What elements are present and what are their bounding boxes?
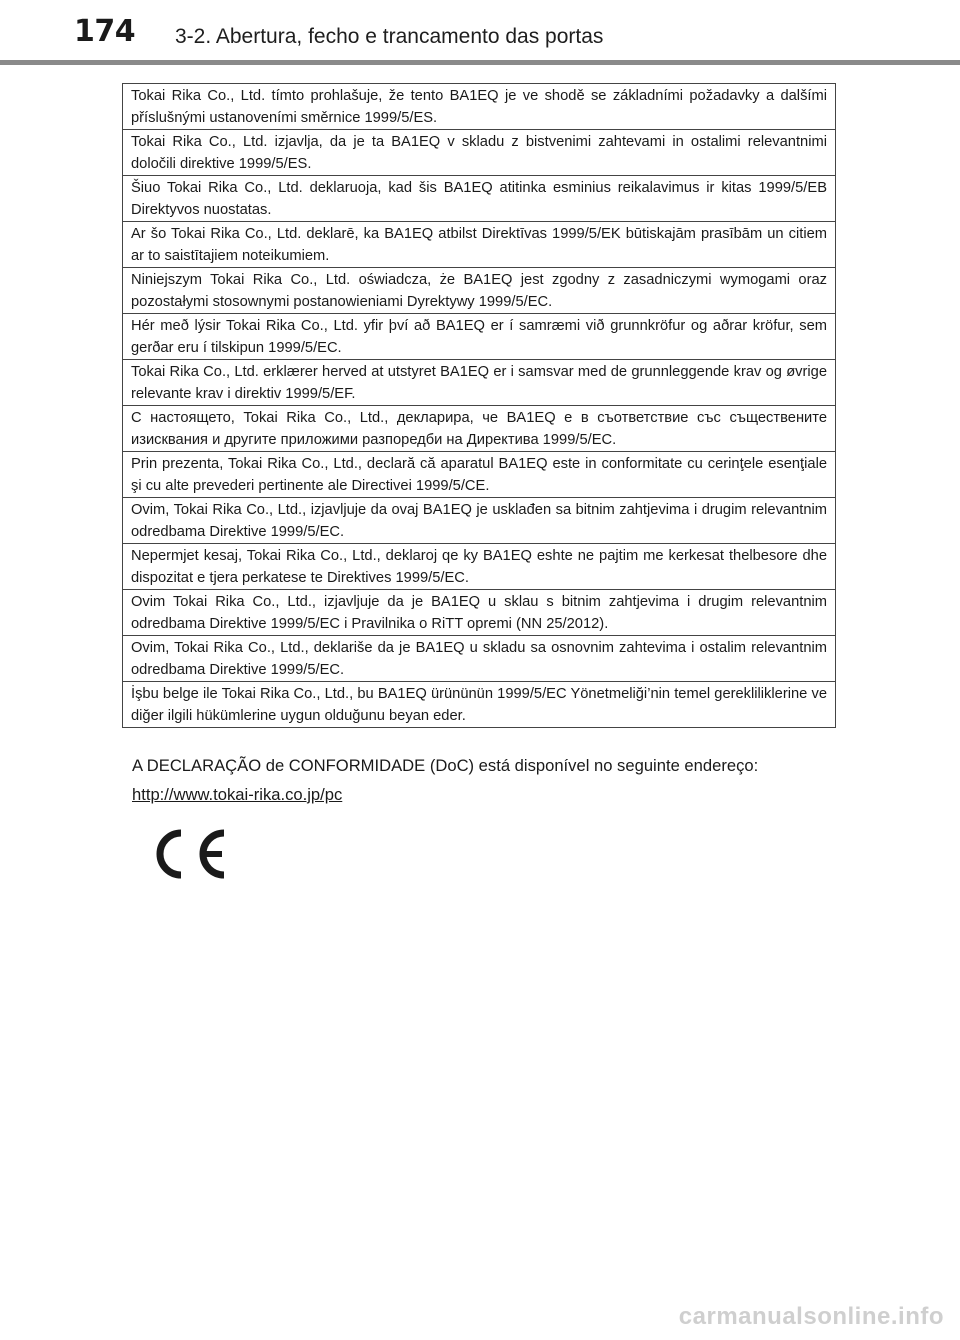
declaration-icelandic: Hér með lýsir Tokai Rika Co., Ltd. yfir því að BA1EQ er í samræmi við grunnkröfur og aðrar kröfur, sem gerðar eru í tilskipun 1999/5/EC.: [123, 314, 836, 360]
table-row: [123, 682, 836, 728]
declaration-bulgarian: С настоящето, Tokai Rika Co., Ltd., декларира, че BA1EQ е в съответствие със съществените изисквания и другите приложими разпоредби на Директива 1999/5/EC.: [123, 406, 836, 452]
declaration-albanian: Nepermjet kesaj, Tokai Rika Co., Ltd., deklaroj qe ky BA1EQ eshte ne pajtim me kerkesat thelbesore dhe dispozitat e tjera perkatese te Direktives 1999/5/EC.: [123, 544, 836, 590]
declaration-table: [122, 83, 836, 728]
table-row: [123, 406, 836, 452]
declaration-latvian: Ar šo Tokai Rika Co., Ltd. deklarē, ka BA1EQ atbilst Direktīvas 1999/5/EK būtiskajām prasībām un citiem ar to saistītajiem noteikumiem.: [123, 222, 836, 268]
table-row: [123, 360, 836, 406]
declaration-romanian: Prin prezenta, Tokai Rika Co., Ltd., declară că aparatul BA1EQ este in conformitate cu cerinţele esenţiale şi cu alte prevederi pertinente ale Directivei 1999/5/CE.: [123, 452, 836, 498]
table-row: [123, 452, 836, 498]
declaration-serbian: Ovim, Tokai Rika Co., Ltd., deklariše da je BA1EQ u skladu sa osnovnim zahtevima i ostalim relevantnim odredbama Direktive 1999/5/EC.: [123, 636, 836, 682]
declaration-croatian: Ovim Tokai Rika Co., Ltd., izjavljuje da je BA1EQ u sklau s bitnim zahtjevima i drugim relevantnim odredbama Direktive 1999/5/EC i Pravilnika o RiTT opremi (NN 25/2012).: [123, 590, 836, 636]
header-divider: [0, 60, 960, 65]
page-number: 174: [74, 14, 136, 49]
conformity-statement: A DECLARAÇÃO de CONFORMIDADE (DoC) está disponível no seguinte endereço:: [132, 756, 759, 775]
declaration-bosnian: Ovim, Tokai Rika Co., Ltd., izjavljuje da ovaj BA1EQ je usklađen sa bitnim zahtjevima i drugim relevantnim odredbama Direktive 1999/5/EC.: [123, 498, 836, 544]
table-row: [123, 268, 836, 314]
watermark: carmanualsonline.info: [678, 1303, 944, 1330]
table-row: [123, 130, 836, 176]
table-row: [123, 84, 836, 130]
conformity-url-link[interactable]: http://www.tokai-rika.co.jp/pc: [132, 785, 343, 804]
table-row: [123, 590, 836, 636]
declaration-slovenian: Tokai Rika Co., Ltd. izjavlja, da je ta BA1EQ v skladu z bistvenimi zahtevami in ostalimi relevantnimi določili direktive 1999/5/ES.: [123, 130, 836, 176]
table-row: [123, 222, 836, 268]
declaration-polish: Niniejszym Tokai Rika Co., Ltd. oświadcza, że BA1EQ jest zgodny z zasadniczymi wymogami oraz pozostałymi stosownymi postanowieniami Dyrektywy 1999/5/EC.: [123, 268, 836, 314]
table-row: [123, 176, 836, 222]
page-header: [0, 0, 960, 66]
table-row: [123, 498, 836, 544]
table-row: [123, 636, 836, 682]
table-row: [123, 544, 836, 590]
ce-mark-icon: [150, 826, 230, 887]
declaration-turkish: İşbu belge ile Tokai Rika Co., Ltd., bu BA1EQ ürününün 1999/5/EC Yönetmeliği’nin temel gerekliliklerine ve diğer ilgili hükümlerine uygun olduğunu beyan eder.: [123, 682, 836, 728]
declaration-norwegian: Tokai Rika Co., Ltd. erklærer herved at utstyret BA1EQ er i samsvar med de grunnleggende krav og øvrige relevante krav i direktiv 1999/5/EF.: [123, 360, 836, 406]
declaration-lithuanian: Šiuo Tokai Rika Co., Ltd. deklaruoja, kad šis BA1EQ atitinka esminius reikalavimus ir kitas 1999/5/EB Direktyvos nuostatas.: [123, 176, 836, 222]
declaration-czech: Tokai Rika Co., Ltd. tímto prohlašuje, že tento BA1EQ je ve shodě se základními požadavky a dalšími příslušnými ustanoveními směrnice 1999/5/ES.: [123, 84, 836, 130]
section-title: 3-2. Abertura, fecho e trancamento das portas: [175, 25, 604, 48]
table-row: [123, 314, 836, 360]
